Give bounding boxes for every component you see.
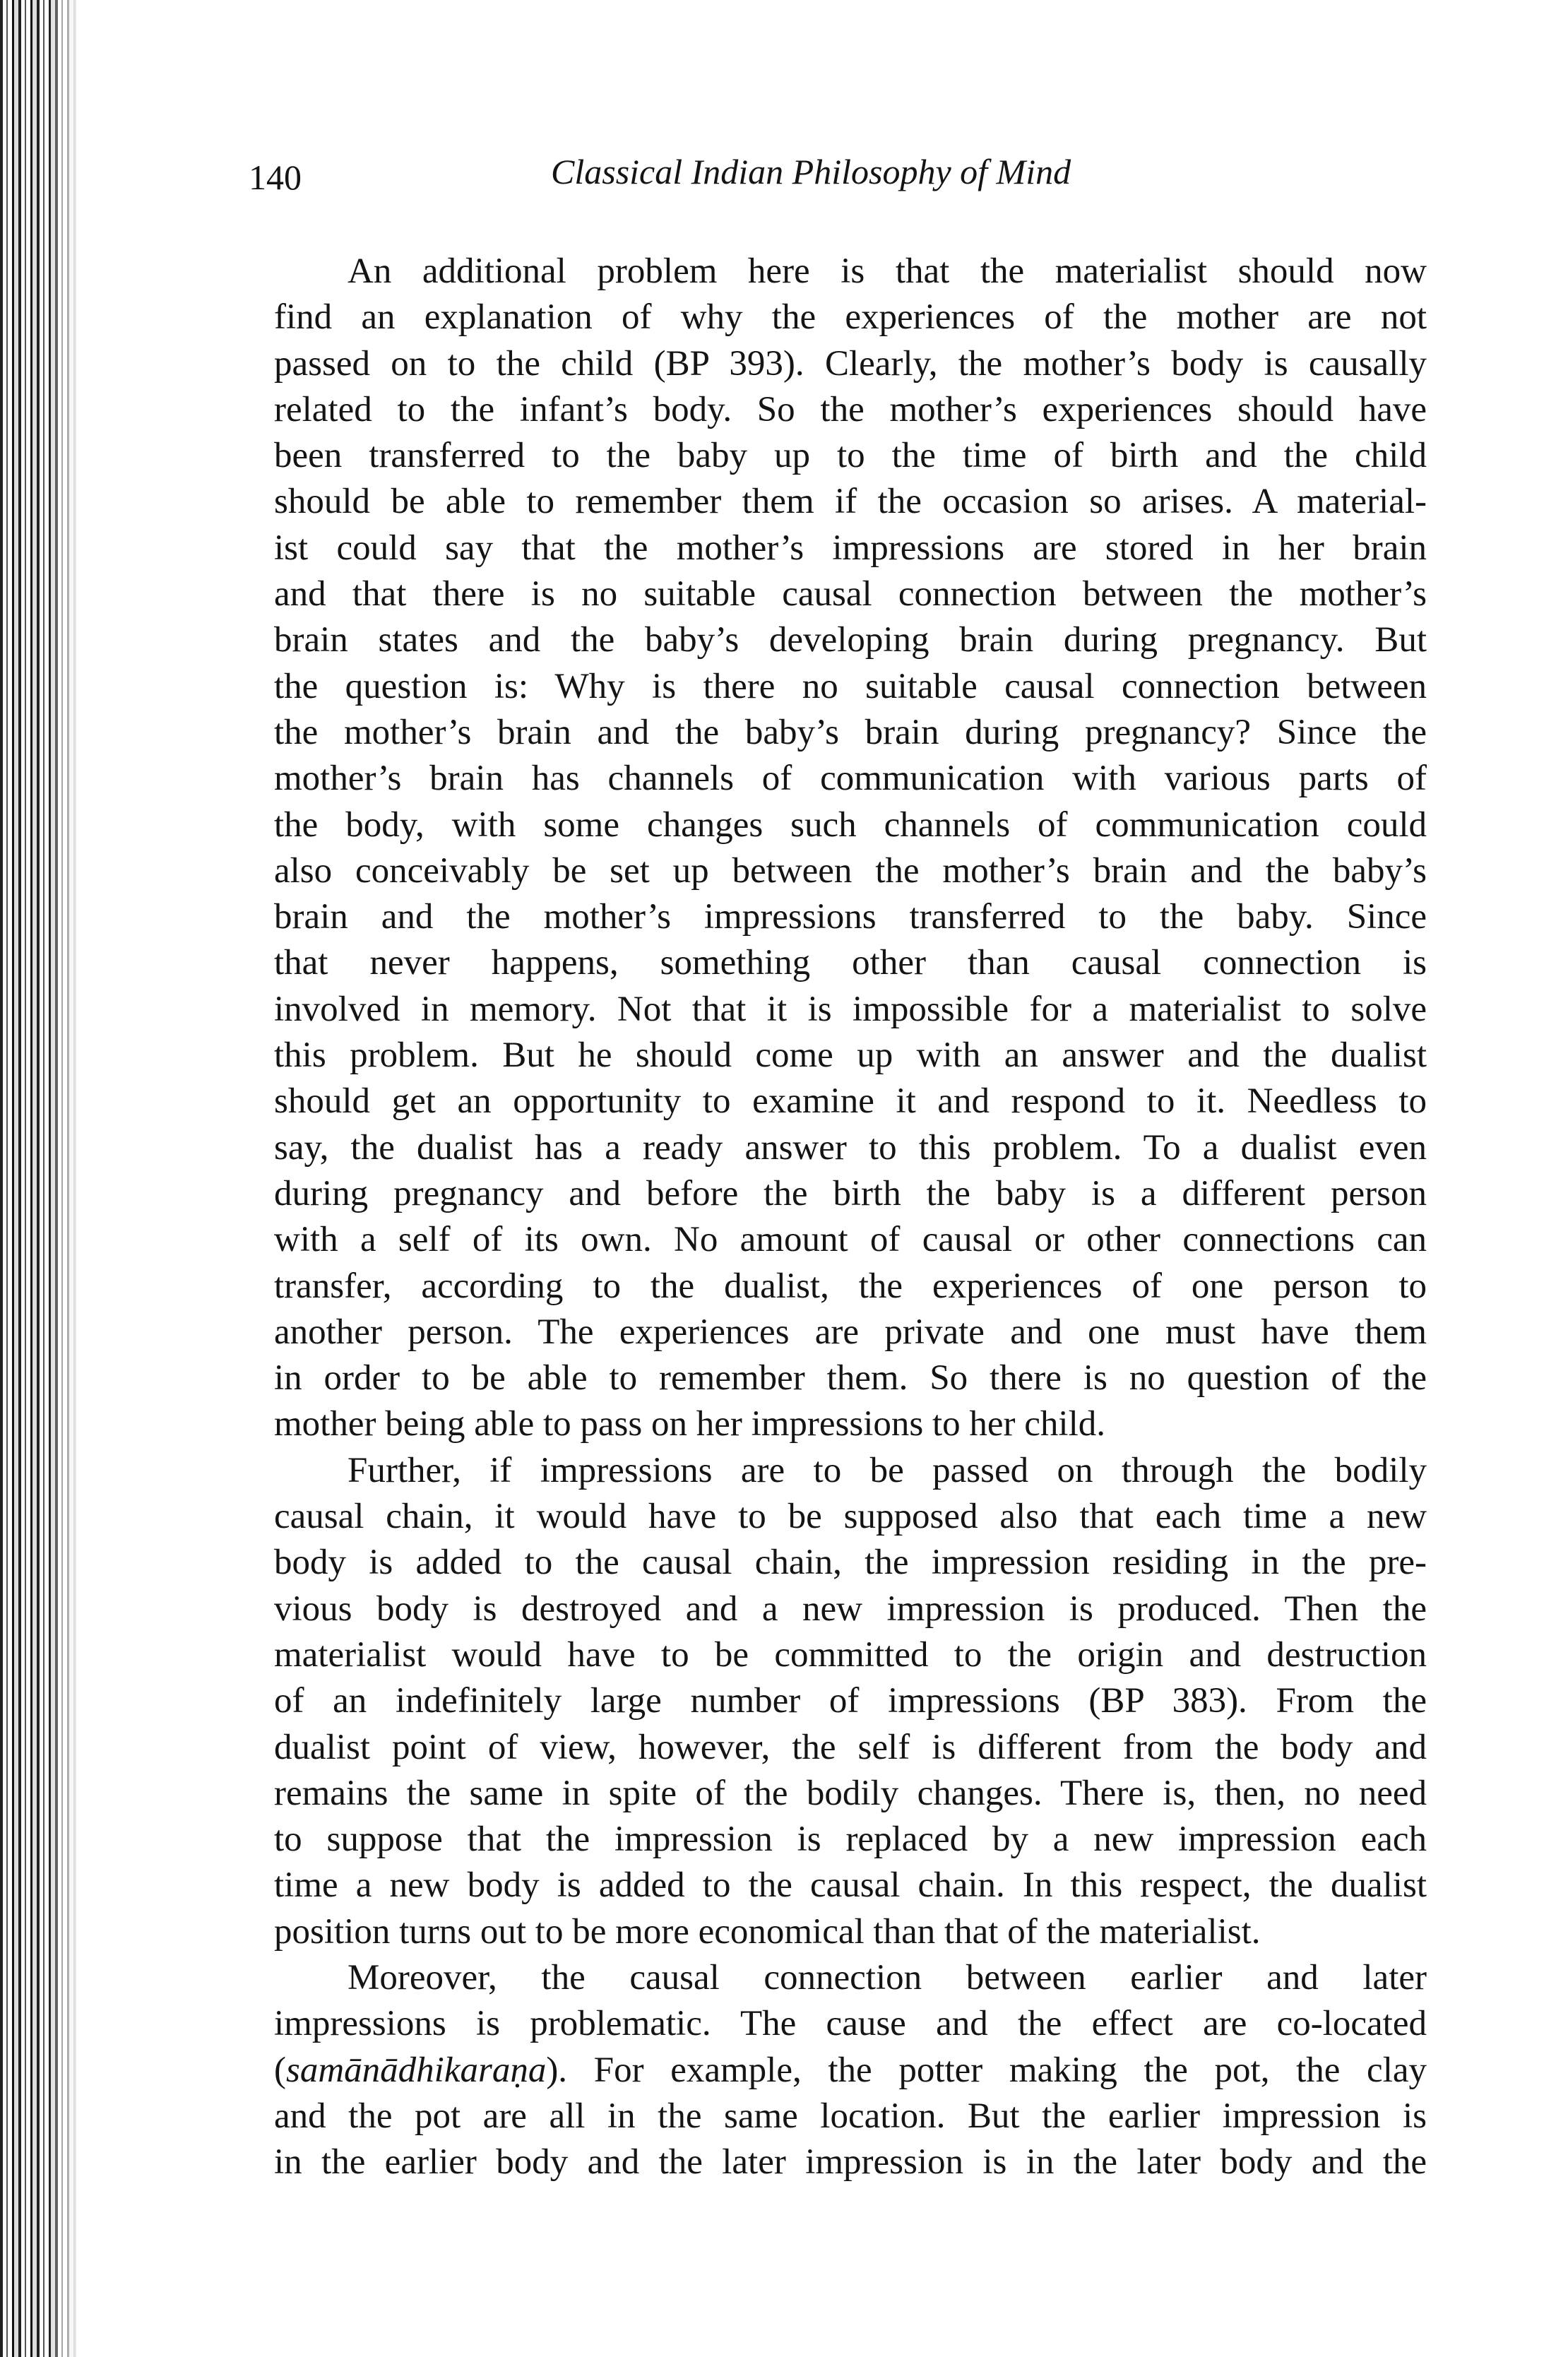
text-line: involved in memory. Not that it is impossible for a materialist to solve [274, 989, 1427, 1029]
text-line: in order to be able to remember them. So there is no question of the [274, 1358, 1427, 1399]
running-title: Classical Indian Philosophy of Mind [551, 152, 1071, 191]
text-line: and that there is no suitable causal connection between the mother’s [274, 574, 1427, 615]
text-line: impressions is problematic. The cause and the effect are co-located [274, 2004, 1427, 2044]
text-line: the question is: Why is there no suitable causal connection between [274, 666, 1427, 706]
text-line: say, the dualist has a ready answer to this problem. To a dualist even [274, 1127, 1427, 1168]
book-binding-edge [0, 0, 79, 2357]
text-line: another person. The experiences are private and one must have them [274, 1312, 1427, 1352]
text-line: Moreover, the causal connection between earlier and later [348, 1957, 1427, 1997]
paragraph [274, 1955, 1427, 2185]
text-line: the mother’s brain and the baby’s brain during pregnancy? Since the [274, 712, 1427, 752]
text-line: brain and the mother’s impressions transferred to the baby. Since [274, 897, 1427, 937]
body-text [274, 249, 1427, 2185]
text-line: during pregnancy and before the birth the baby is a different person [274, 1173, 1427, 1213]
text-segment: ). For example, the potter making the pot, the clay [546, 2050, 1427, 2090]
text-line: transfer, according to the dualist, the experiences of one person to [274, 1266, 1427, 1306]
text-line: of an indefinitely large number of impressions (BP 383). From the [274, 1681, 1427, 1721]
text-line: with a self of its own. No amount of causal or other connections can [274, 1220, 1427, 1260]
text-line: brain states and the baby’s developing brain during pregnancy. But [274, 620, 1427, 660]
text-line: been transferred to the baby up to the time of birth and the child [274, 436, 1427, 476]
text-line: should be able to remember them if the occasion so arises. A material- [274, 482, 1427, 522]
italic-term: samānādhikaraṇa [285, 2050, 547, 2090]
text-line: vious body is destroyed and a new impression is produced. Then the [274, 1589, 1427, 1629]
text-line: dualist point of view, however, the self is different from the body and [274, 1727, 1427, 1767]
text-line: to suppose that the impression is replaced by a new impression each [274, 1819, 1427, 1860]
text-segment: ( [274, 2050, 286, 2090]
text-line: related to the infant’s body. So the mother’s experiences should have [274, 389, 1427, 429]
text-line: position turns out to be more economical than that of the materialist. [274, 1911, 1261, 1952]
text-line: mother’s brain has channels of communication with various parts of [274, 759, 1427, 799]
text-line: mother being able to pass on her impressions to her child. [274, 1404, 1106, 1444]
text-line: and the pot are all in the same location. But the earlier impression is [274, 2096, 1427, 2136]
text-line: the body, with some changes such channels of communication could [274, 805, 1427, 845]
text-line: materialist would have to be committed to the origin and destruction [274, 1634, 1427, 1675]
text-line: find an explanation of why the experiences of the mother are not [274, 297, 1427, 338]
text-line: remains the same in spite of the bodily changes. There is, then, no need [274, 1773, 1427, 1813]
text-line [274, 2048, 1427, 2094]
text-line: that never happens, something other than causal connection is [274, 943, 1427, 983]
text-line: Further, if impressions are to be passed on through the bodily [348, 1450, 1427, 1490]
paragraph [274, 249, 1427, 1448]
text-line: body is added to the causal chain, the impression residing in the pre- [274, 1543, 1427, 1583]
text-line: passed on to the child (BP 393). Clearly, the mother’s body is causally [274, 343, 1427, 384]
page-number: 140 [249, 158, 302, 197]
text-line: this problem. But he should come up with an answer and the dualist [274, 1035, 1427, 1076]
text-line: time a new body is added to the causal chain. In this respect, the dualist [274, 1865, 1427, 1906]
text-line: also conceivably be set up between the mother’s brain and the baby’s [274, 850, 1427, 891]
text-line: causal chain, it would have to be supposed also that each time a new [274, 1497, 1427, 1537]
text-line: should get an opportunity to examine it and respond to it. Needless to [274, 1081, 1427, 1122]
text-line: ist could say that the mother’s impressions are stored in her brain [274, 528, 1427, 568]
text-line: An additional problem here is that the materialist should now [348, 251, 1427, 291]
text-line: in the earlier body and the later impression is in the later body and the [274, 2142, 1427, 2183]
paragraph [274, 1448, 1427, 1955]
